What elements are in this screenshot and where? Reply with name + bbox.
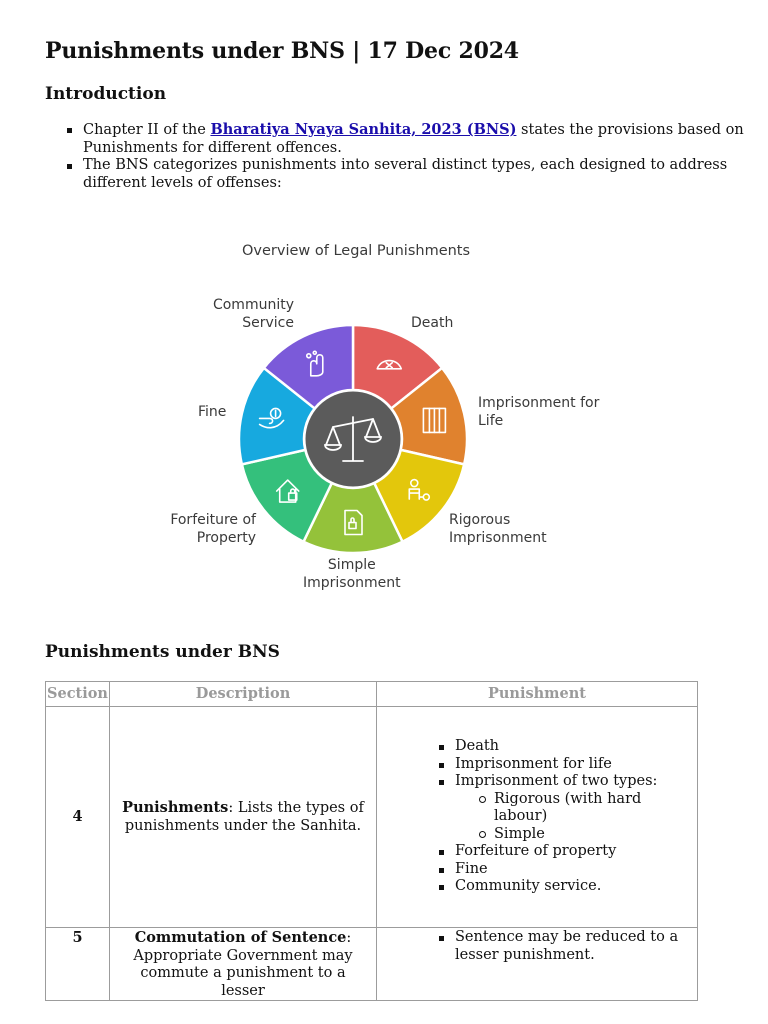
description-title: Commutation of Sentence xyxy=(134,929,347,946)
punishment-cell xyxy=(377,707,698,928)
punishment-list xyxy=(377,929,697,964)
description-text: : Lists the types of punishments under the Sanhita. xyxy=(124,800,364,834)
segment-label-imprisonment-for-life: Imprisonment for Life xyxy=(478,395,600,429)
punishments-diagram xyxy=(160,236,610,596)
punishments-table xyxy=(45,681,698,1001)
column-header-description: Description xyxy=(110,682,377,707)
column-header-section: Section xyxy=(46,682,110,707)
section-number: 5 xyxy=(46,928,110,1001)
intro-bullet-1 xyxy=(83,121,763,157)
segment-label-death: Death xyxy=(411,315,454,331)
description-text: : Appropriate Government may commute a punishment to a lesser xyxy=(133,930,353,999)
segment-label-community-service: Community Service xyxy=(212,297,294,331)
intro-bullet-1-suffix: states the provisions based on Punishments for different offences. xyxy=(83,122,744,156)
column-header-punishment: Punishment xyxy=(377,682,698,707)
table-row xyxy=(46,928,698,1001)
segment-label-simple-imprisonment: Simple Imprisonment xyxy=(303,557,401,591)
punishment-item-text: Imprisonment of two types: xyxy=(455,773,658,790)
imprisonment-type-item: Simple xyxy=(494,826,697,844)
bns-link[interactable]: Bharatiya Nyaya Sanhita, 2023 (BNS) xyxy=(210,121,517,138)
table-row xyxy=(46,707,698,928)
punishment-cell xyxy=(377,928,698,1001)
diagram-title: Overview of Legal Punishments xyxy=(242,243,471,259)
table-heading: Punishments under BNS xyxy=(45,642,280,662)
description-title: Punishments xyxy=(122,799,229,816)
table-header-row xyxy=(46,682,698,707)
imprisonment-types-list xyxy=(455,791,697,844)
segment-label-fine: Fine xyxy=(198,404,227,420)
page-title: Punishments under BNS | 17 Dec 2024 xyxy=(45,38,519,64)
punishment-item: Sentence may be reduced to a lesser punishment. xyxy=(455,929,697,964)
intro-bullet-1-prefix: Chapter II of the xyxy=(83,122,211,138)
section-number: 4 xyxy=(46,707,110,928)
introduction-list xyxy=(45,121,763,192)
punishment-item: Fine xyxy=(455,861,697,879)
punishment-item: Community service. xyxy=(455,878,697,896)
punishment-list xyxy=(377,738,697,896)
section-description xyxy=(110,928,377,1001)
introduction-heading: Introduction xyxy=(45,84,167,104)
punishment-item: Forfeiture of property xyxy=(455,843,697,861)
intro-bullet-2: The BNS categorizes punishments into several distinct types, each designed to address different levels of offenses: xyxy=(83,157,763,192)
segment-label-rigorous-imprisonment: Rigorous Imprisonment xyxy=(449,512,547,546)
imprisonment-type-item: Rigorous (with hard labour) xyxy=(494,791,697,826)
punishment-item xyxy=(455,773,697,843)
punishment-item: Imprisonment for life xyxy=(455,756,697,774)
section-description xyxy=(110,707,377,928)
punishment-item: Death xyxy=(455,738,697,756)
segment-label-forfeiture-of-property: Forfeiture of Property xyxy=(170,512,256,546)
